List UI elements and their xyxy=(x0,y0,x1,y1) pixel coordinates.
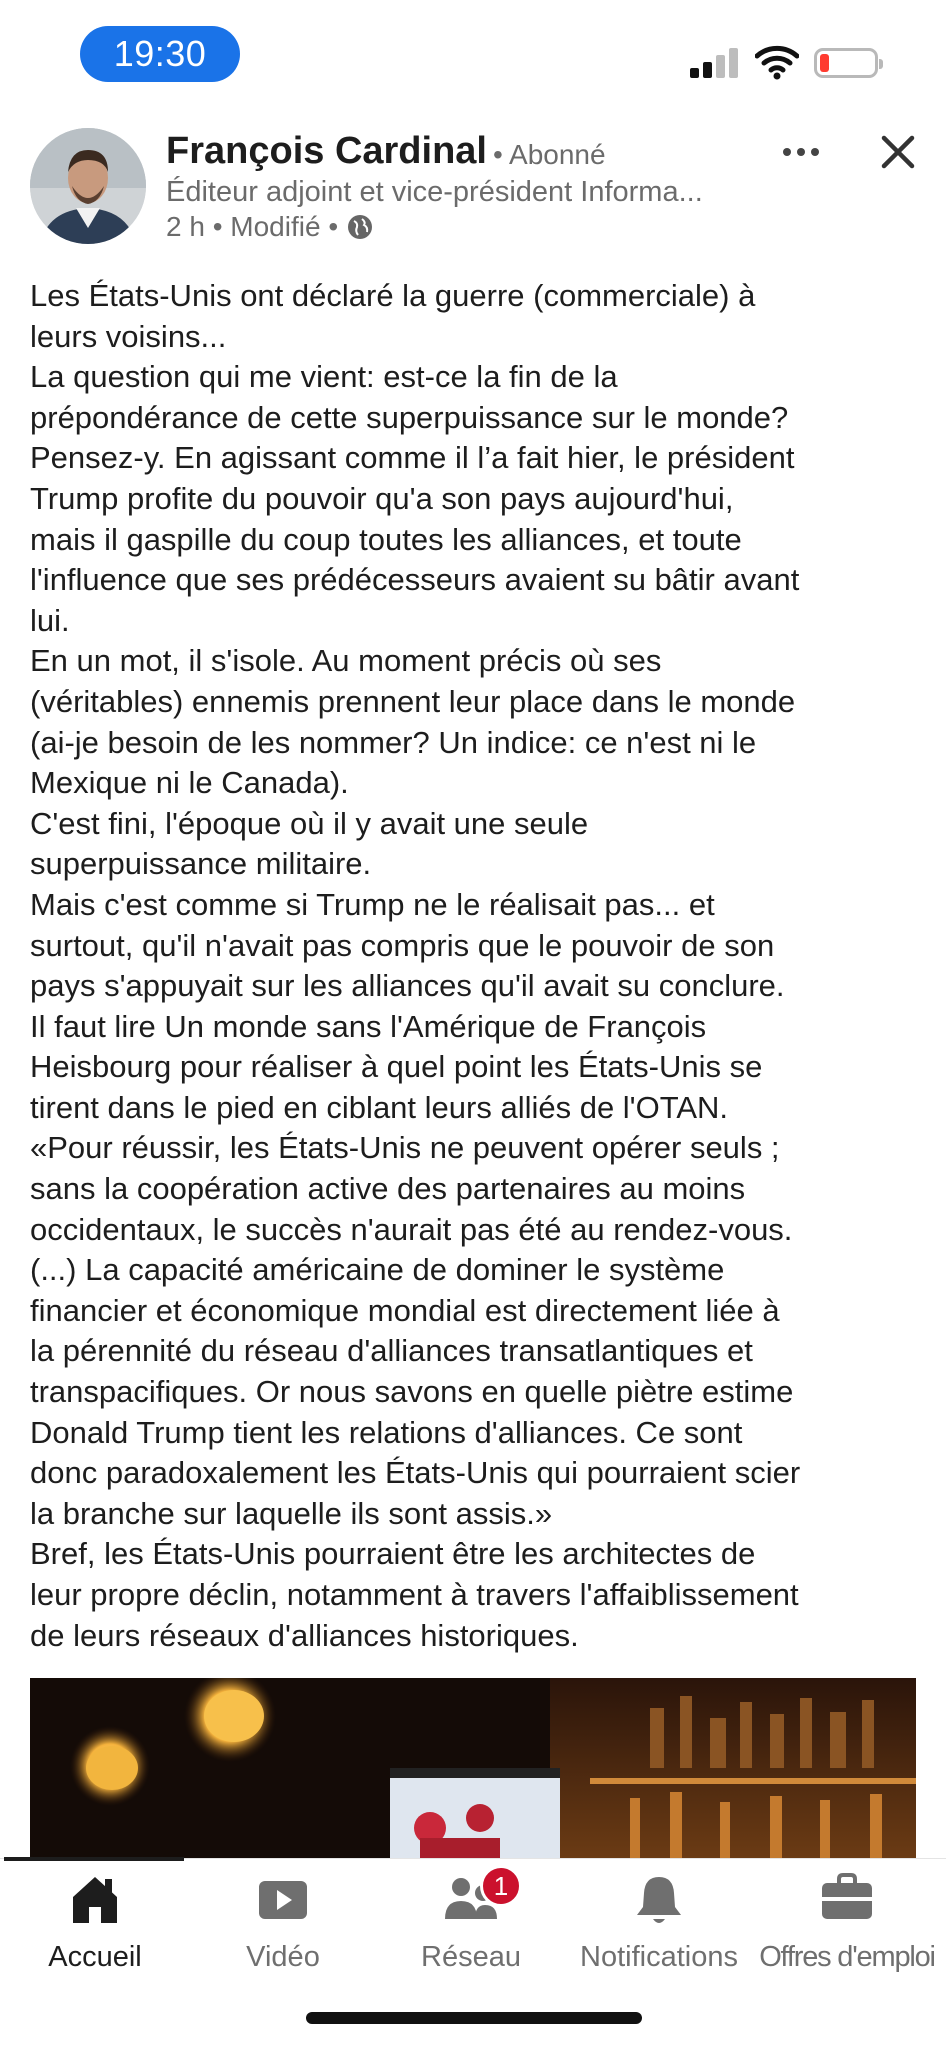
video-icon xyxy=(253,1869,313,1929)
post-text-line: leur propre déclin, notamment à travers l'affaiblissement xyxy=(30,1577,799,1612)
nav-notifications[interactable] xyxy=(564,1859,754,1979)
post-text-line: sans la coopération active des partenaires au moins xyxy=(30,1171,746,1207)
cellular-signal-icon xyxy=(690,48,740,78)
nav-network[interactable] xyxy=(376,1859,566,1979)
post-text-line: donc paradoxalement les États-Unis qui pourraient scier xyxy=(30,1455,801,1491)
post-text-line: C'est fini, l'époque où il y avait une seule xyxy=(30,805,589,841)
nav-label-network: Réseau xyxy=(421,1941,521,1973)
post-text-line: «Pour réussir, les États-Unis ne peuvent opérer seuls ; xyxy=(30,1130,780,1166)
home-indicator xyxy=(306,2012,642,2024)
post-text-line: transpacifiques. Or nous savons en quelle piètre estime xyxy=(30,1374,794,1410)
connection-status: • Abonné xyxy=(493,139,606,170)
avatar[interactable] xyxy=(30,128,146,244)
post-text-line: la branche sur laquelle ils sont assis.» xyxy=(30,1495,553,1531)
more-dot-icon xyxy=(811,148,819,156)
post-text-line: Bref, les États-Unis pourraient être les architectes de xyxy=(30,1536,756,1572)
post-text-line: (...) La capacité américaine de dominer le système xyxy=(30,1252,725,1288)
home-icon xyxy=(65,1869,125,1929)
battery-icon xyxy=(814,48,878,78)
close-icon[interactable] xyxy=(874,128,922,176)
globe-icon xyxy=(346,213,374,241)
more-dot-icon xyxy=(783,148,791,156)
post-text-line: Heisbourg pour réaliser à quel point les États-Unis se xyxy=(30,1049,763,1085)
post-text-line: superpuissance militaire. xyxy=(30,846,372,882)
post-text-line: surtout, qu'il n'avait pas compris que le pouvoir de son xyxy=(30,927,775,963)
post-text-line: la pérennité du réseau d'alliances transatlantiques et xyxy=(30,1333,753,1369)
post-text-line: occidentaux, le succès n'aurait pas été au rendez-vous. xyxy=(30,1211,793,1247)
nav-label-home: Accueil xyxy=(48,1941,142,1973)
nav-label-notifications: Notifications xyxy=(580,1941,738,1973)
nav-jobs[interactable] xyxy=(752,1859,942,1979)
wifi-icon xyxy=(755,44,799,80)
post-text-line: tirent dans le pied en ciblant leurs alliés de l'OTAN. xyxy=(30,1089,729,1125)
nav-home[interactable] xyxy=(0,1859,190,1979)
post-text-line: La question qui me vient: est-ce la fin de la xyxy=(30,359,618,395)
post-body xyxy=(30,276,920,1656)
more-dot-icon xyxy=(797,148,805,156)
status-time: 19:30 xyxy=(80,26,240,82)
post-text-line: Il faut lire Un monde sans l'Amérique de François xyxy=(30,1008,707,1044)
post-text-line: Les États-Unis ont déclaré la guerre (commerciale) à xyxy=(30,278,756,313)
nav-label-video: Vidéo xyxy=(246,1941,320,1973)
status-bar xyxy=(0,0,946,110)
post-text-line: l'influence que ses prédécesseurs avaient su bâtir avant xyxy=(30,562,800,598)
post-time: 2 h • Modifié • xyxy=(166,211,339,242)
nav-label-jobs: Offres d'emploi xyxy=(759,1941,935,1973)
post-text-line: leurs voisins... xyxy=(30,318,227,354)
post-text-line: prépondérance de cette superpuissance sur le monde? xyxy=(30,399,789,435)
briefcase-icon xyxy=(817,1869,877,1929)
post-text-line: Donald Trump tient les relations d'alliances. Ce sont xyxy=(30,1414,743,1450)
notification-badge: 1 xyxy=(480,1865,522,1907)
author-name[interactable]: François Cardinal xyxy=(166,130,487,172)
post-meta xyxy=(166,211,374,243)
post-text-line: mais il gaspille du coup toutes les alliances, et toute xyxy=(30,521,742,557)
bell-icon xyxy=(629,1869,689,1929)
post-text-line: financier et économique mondial est directement liée à xyxy=(30,1292,780,1328)
post-text-line: de leurs réseaux d'alliances historiques. xyxy=(30,1617,579,1653)
nav-video[interactable] xyxy=(188,1859,378,1979)
post-text-line: pays s'appuyait sur les alliances qu'il avait su conclure. xyxy=(30,968,785,1004)
author-headline: Éditeur adjoint et vice-président Informa... xyxy=(166,176,703,208)
more-options-button[interactable] xyxy=(776,130,826,174)
post-text-line: (véritables) ennemis prennent leur place dans le monde xyxy=(30,683,796,719)
post-text-line: lui. xyxy=(30,602,70,638)
post-text-line: Mexique ni le Canada). xyxy=(30,765,349,801)
post-image[interactable] xyxy=(30,1678,916,1858)
post-text-line: Pensez-y. En agissant comme il l’a fait hier, le président xyxy=(30,440,795,476)
post-text-line: (ai-je besoin de les nommer? Un indice: ce n'est ni le xyxy=(30,724,757,760)
post-text-line: Mais c'est comme si Trump ne le réalisait pas... et xyxy=(30,886,715,922)
post-text-line: En un mot, il s'isole. Au moment précis où ses xyxy=(30,643,662,679)
post-text-line: Trump profite du pouvoir qu'a son pays aujourd'hui, xyxy=(30,480,734,516)
